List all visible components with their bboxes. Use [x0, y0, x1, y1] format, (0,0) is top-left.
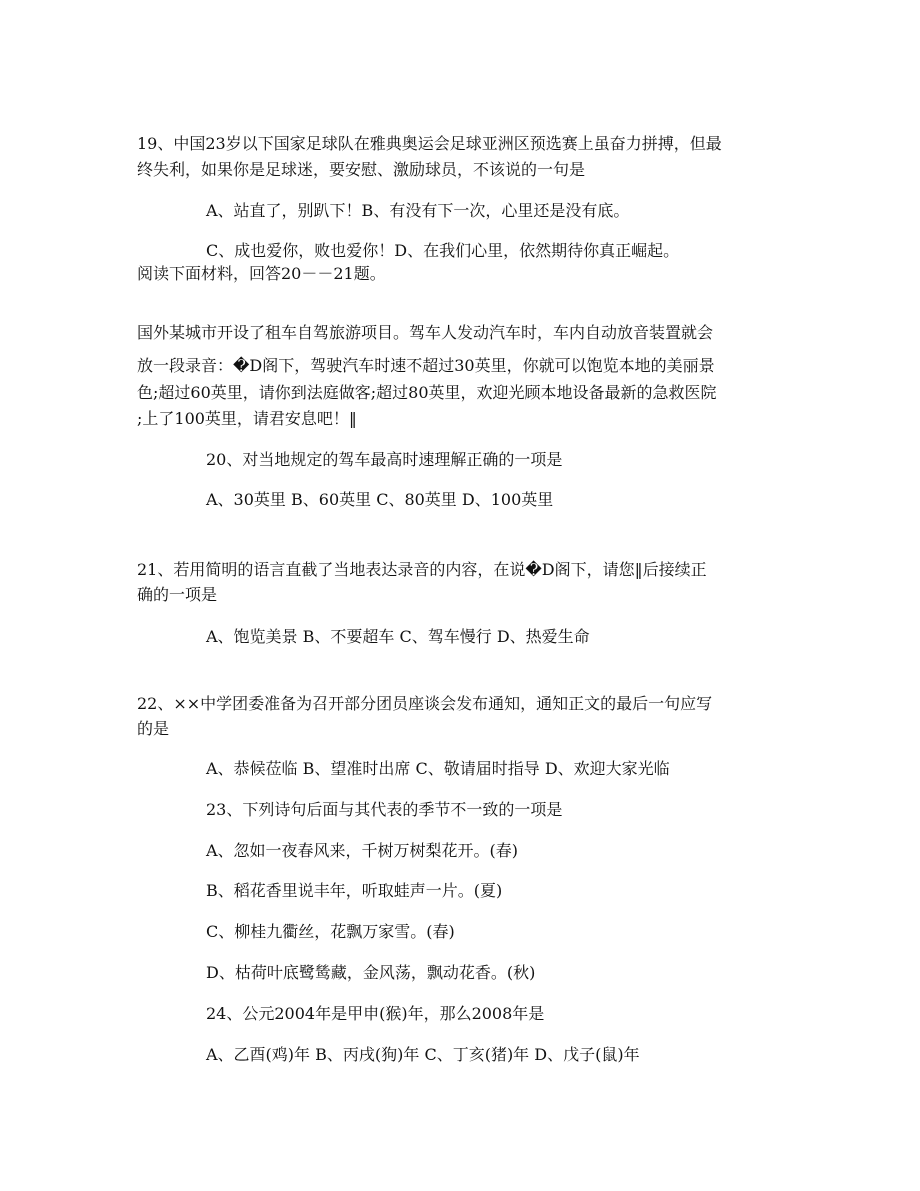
passage-line4: ;上了100英里，请君安息吧！‖ [137, 409, 357, 428]
q22-stem-line2: 的是 [137, 719, 170, 738]
q23-option-b: B、稻花香里说丰年，听取蛙声一片。(夏) [206, 881, 503, 900]
q21-stem-line2: 确的一项是 [137, 585, 218, 604]
reading-intro: 阅读下面材料，回答20－－21题。 [137, 264, 386, 283]
q19-stem-line1: 19、中国23岁以下国家足球队在雅典奥运会足球亚洲区预选赛上虽奋力拼搏，但最 [137, 134, 722, 153]
q21-stem-line1: 21、若用简明的语言直截了当地表达录音的内容，在说�D阁下，请您‖后接续正 [137, 560, 707, 579]
q22-options: A、恭候莅临 B、望准时出席 C、敬请届时指导 D、欢迎大家光临 [206, 759, 670, 778]
passage-line2: 放一段录音：�D阁下，驾驶汽车时速不超过30英里，你就可以饱览本地的美丽景 [137, 356, 715, 375]
q19-options-ab: A、站直了，别趴下！B、有没有下一次，心里还是没有底。 [206, 201, 630, 220]
q22-stem-line1: 22、××中学团委准备为召开部分团员座谈会发布通知，通知正文的最后一句应写 [137, 694, 713, 713]
q24-options: A、乙酉(鸡)年 B、丙戌(狗)年 C、丁亥(猪)年 D、戊子(鼠)年 [206, 1045, 640, 1064]
q23-option-a: A、忽如一夜春风来，千树万树梨花开。(春) [206, 841, 519, 860]
q21-options: A、饱览美景 B、不要超车 C、驾车慢行 D、热爱生命 [206, 627, 590, 646]
q19-stem-line2: 终失利，如果你是足球迷，要安慰、激励球员，不该说的一句是 [137, 160, 586, 179]
q19-options-cd: C、成也爱你，败也爱你！D、在我们心里，依然期待你真正崛起。 [206, 241, 680, 260]
passage-line1: 国外某城市开设了租车自驾旅游项目。驾车人发动汽车时，车内自动放音装置就会 [137, 323, 714, 342]
q20-options: A、30英里 B、60英里 C、80英里 D、100英里 [206, 490, 554, 509]
passage-line3: 色;超过60英里，请你到法庭做客;超过80英里，欢迎光顾本地设备最新的急救医院 [137, 383, 717, 402]
q23-option-d: D、枯荷叶底鹭鸶藏，金风荡，飘动花香。(秋) [206, 963, 536, 982]
q23-stem: 23、下列诗句后面与其代表的季节不一致的一项是 [206, 800, 563, 819]
q24-stem: 24、公元2004年是甲申(猴)年，那么2008年是 [206, 1004, 545, 1023]
q20-stem: 20、对当地规定的驾车最高时速理解正确的一项是 [206, 450, 563, 469]
q23-option-c: C、柳桂九衢丝，花飘万家雪。(春) [206, 922, 455, 941]
